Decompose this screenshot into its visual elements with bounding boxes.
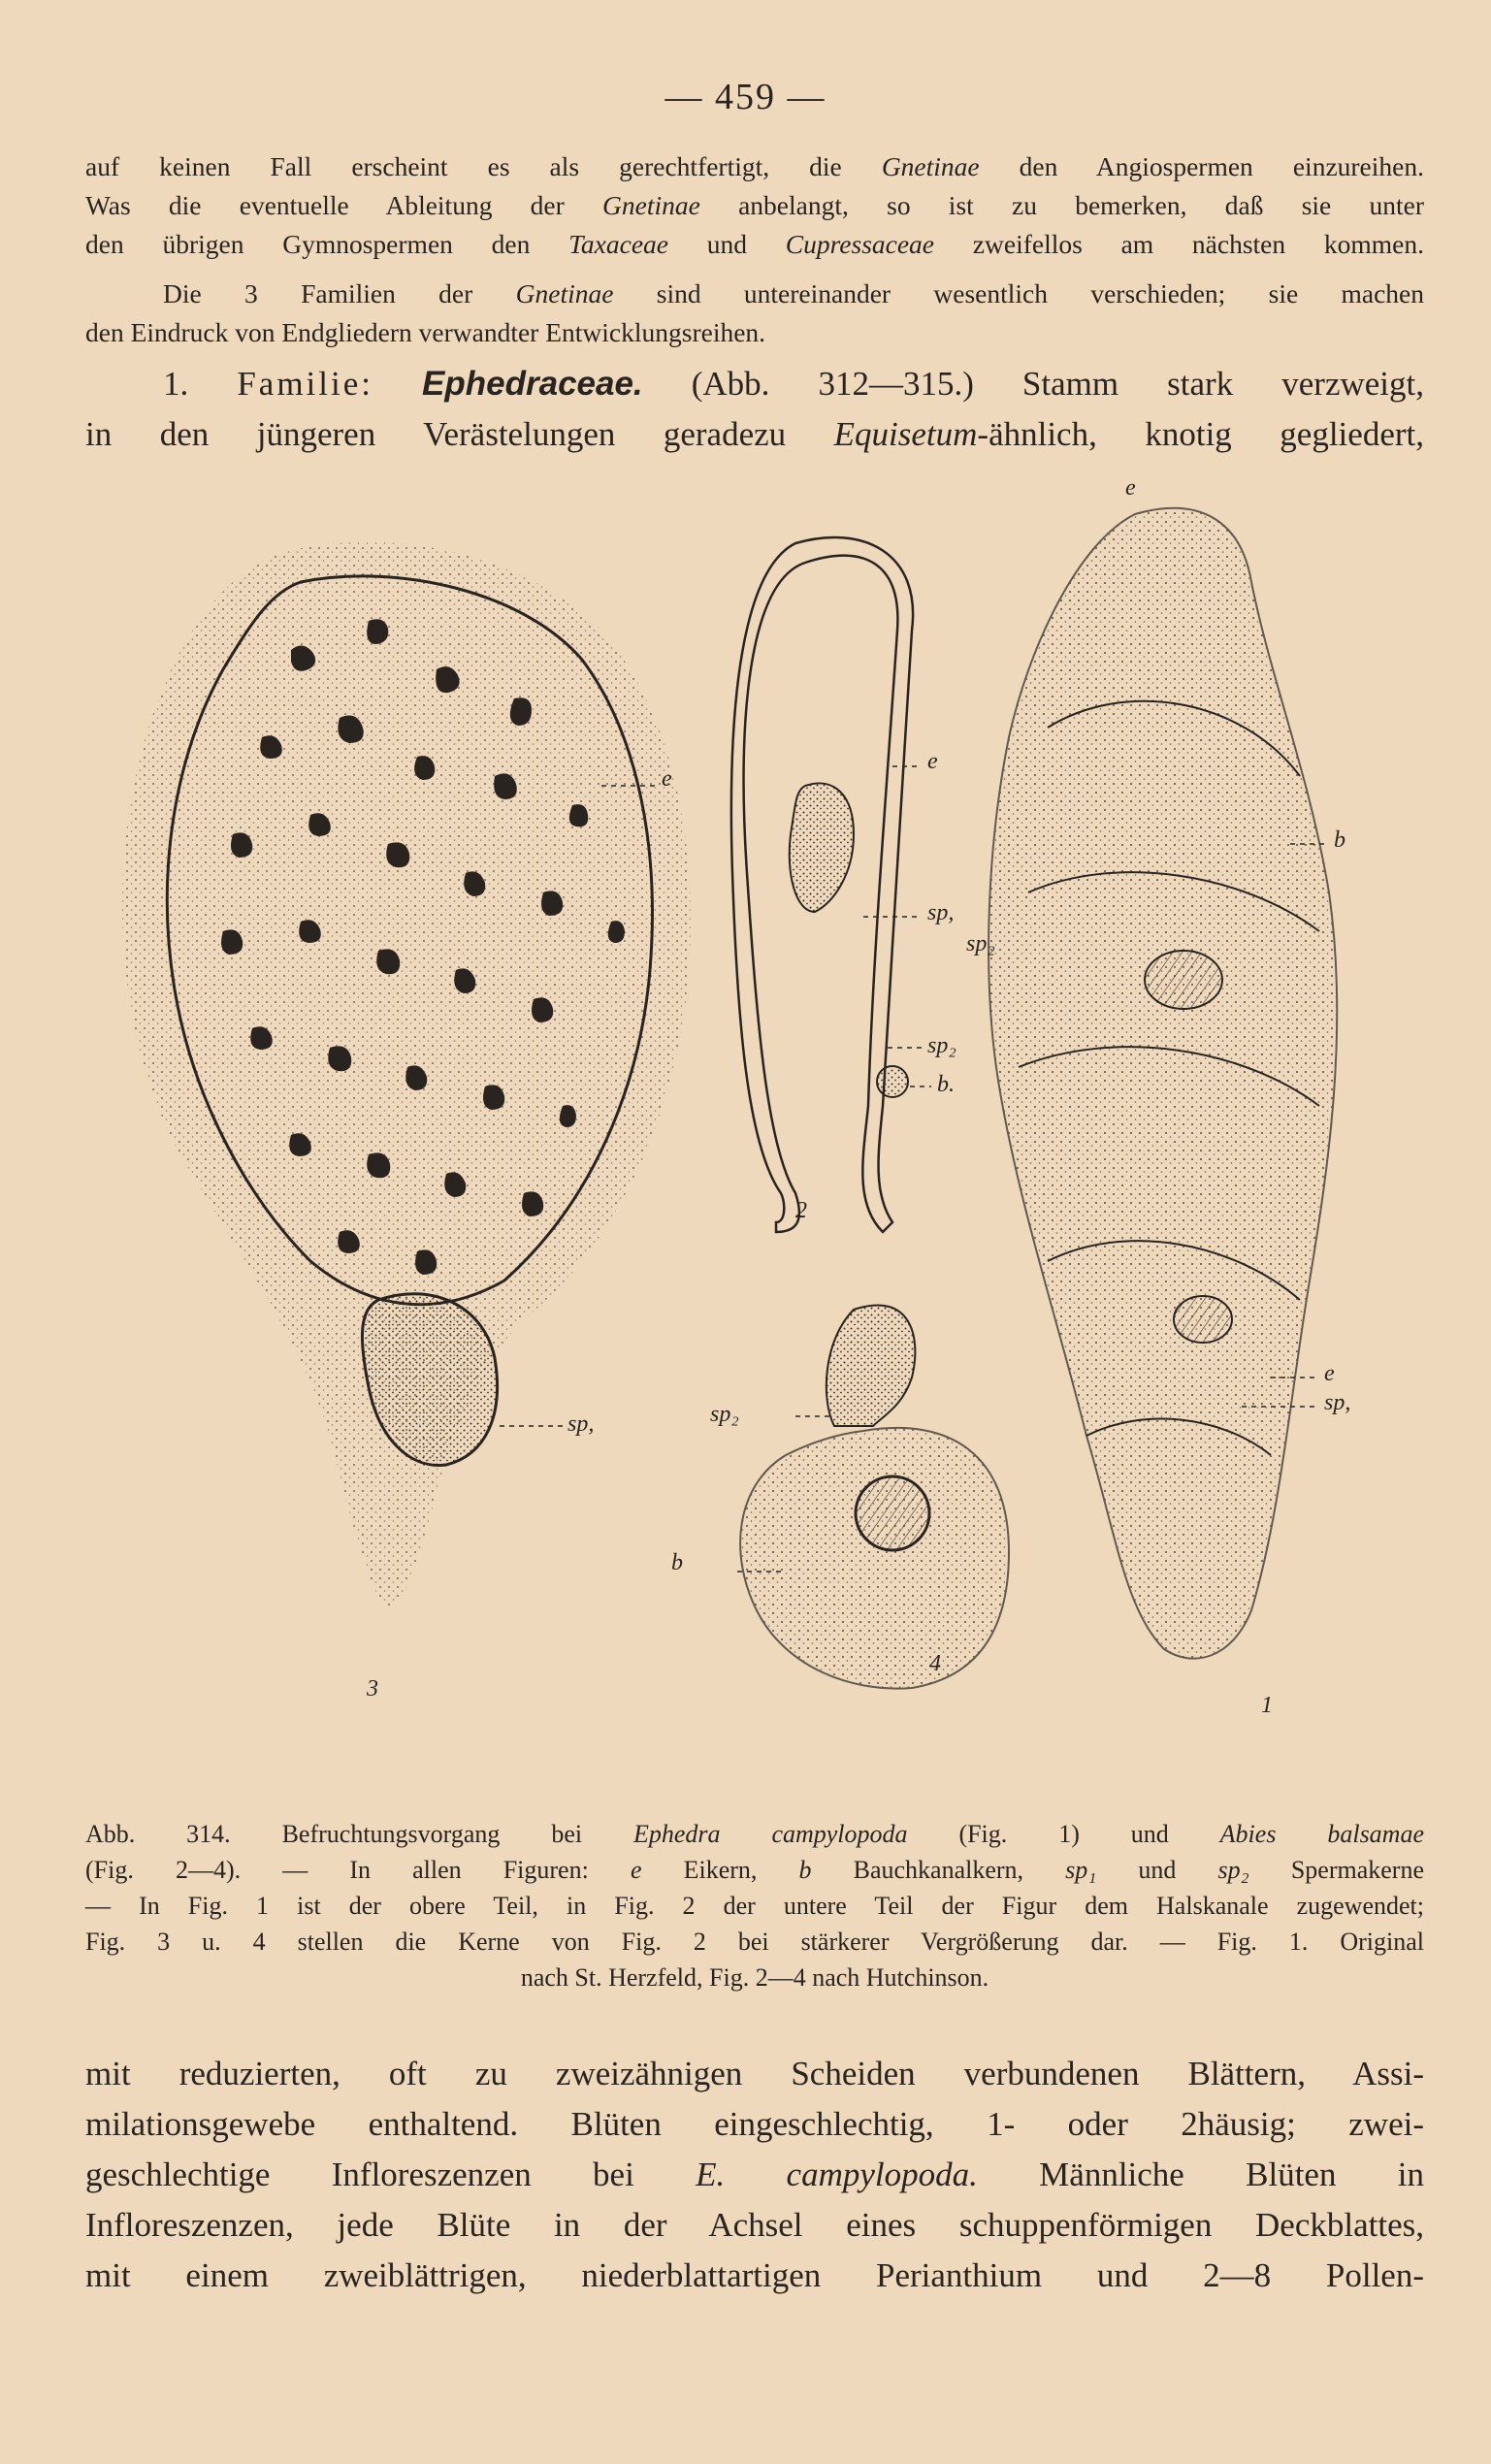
caption-line-4: Fig. 3 u. 4 stellen die Kerne von Fig. 2 bei stärkerer Vergrößerung dar. — Fig. 1. Original — [85, 1928, 1424, 1956]
symbol: e — [630, 1856, 642, 1884]
caption-line-2 — [85, 1852, 1424, 1888]
caption-line-1 — [85, 1816, 1424, 1852]
fig1-drawing — [989, 508, 1337, 1659]
figure-314 — [116, 475, 1378, 1824]
taxon: Cupressaceae — [785, 229, 935, 259]
intro-line-2 — [85, 186, 1424, 225]
family-label: Familie: — [237, 365, 373, 403]
fig4-drawing — [737, 1305, 1009, 1688]
text: Bauchkanalkern, — [811, 1856, 1066, 1884]
text: anbelangt, so ist zu bemerken, daß sie unter — [699, 190, 1424, 220]
fig1-label-e-top: e — [1125, 475, 1136, 501]
text: Männliche Blüten in — [977, 2156, 1424, 2193]
text: auf keinen Fall erscheint es als gerechtfertigt, die — [85, 151, 882, 181]
fig1-label-sp1: sp, — [1324, 1390, 1351, 1415]
taxon: Gnetinae — [515, 278, 614, 308]
body-line-4: Infloreszenzen, jede Blüte in der Achsel eines schuppenförmigen Deckblattes, — [85, 2206, 1424, 2244]
fig3-label-sp1: sp, — [567, 1411, 595, 1437]
family-heading-line-1 — [85, 359, 1424, 409]
text: geschlechtige Infloreszenzen bei — [85, 2156, 697, 2193]
symbol: b — [798, 1856, 812, 1884]
caption-line-5: nach St. Herzfeld, Fig. 2—4 nach Hutchinson. — [520, 1963, 989, 1992]
family-name: Ephedraceae. — [422, 365, 643, 403]
fig2-label-b: b. — [937, 1072, 955, 1097]
fig3-drawing — [122, 542, 691, 1610]
text: in den jüngeren Verästelungen geradezu — [85, 415, 834, 453]
text: (Fig. 1) und — [907, 1820, 1220, 1848]
taxon: E. campylopoda. — [696, 2156, 978, 2193]
taxon: Gnetinae — [602, 190, 700, 220]
fig1-number: 1 — [1261, 1693, 1273, 1718]
text: Spermakerne — [1248, 1856, 1424, 1884]
body-line-2: milationsgewebe enthaltend. Blüten eingeschlechtig, 1- oder 2häusig; zwei- — [85, 2105, 1424, 2143]
caption-line-3: — In Fig. 1 ist der obere Teil, in Fig. 2 der untere Teil der Figur dem Halskanale zugewendet; — [85, 1892, 1424, 1920]
page-number: — 459 — — [664, 77, 827, 117]
fig3-label-e: e — [662, 766, 672, 792]
fig2-number: 2 — [795, 1198, 807, 1223]
text: Was die eventuelle Ableitung der — [85, 190, 603, 220]
body-paragraph — [85, 2049, 1424, 2301]
fig2-label-e: e — [927, 749, 938, 774]
fig3-number: 3 — [367, 1676, 378, 1702]
text: Stamm stark verzweigt, — [973, 365, 1424, 403]
taxon: Equisetum — [833, 415, 978, 453]
taxon: Gnetinae — [881, 151, 980, 181]
fig4-label-b: b — [671, 1550, 683, 1575]
text: den übrigen Gymnospermen den — [85, 229, 569, 259]
intro-line-1 — [85, 147, 1424, 186]
figure-caption — [85, 1816, 1424, 1995]
taxon: Ephedra campylopoda — [633, 1820, 908, 1848]
text: Eikern, — [641, 1856, 799, 1884]
taxon: Taxaceae — [568, 229, 668, 259]
families-line-1 — [85, 275, 1424, 313]
fig4-label-sp2: sp₂ — [710, 1402, 739, 1427]
symbol: sp₁ — [1065, 1856, 1097, 1884]
figure-illustration — [116, 485, 1378, 1824]
text: Abb. 314. Befruchtungsvorgang bei — [85, 1820, 633, 1848]
text: (Fig. 2—4). — In allen Figuren: — [85, 1856, 631, 1884]
body-line-3 — [85, 2150, 1424, 2200]
fig2-drawing — [731, 537, 931, 1232]
figure-reference: (Abb. 312—315.) — [691, 365, 974, 403]
intro-line-3 — [85, 225, 1424, 264]
text: -ähnlich, knotig gegliedert, — [977, 415, 1424, 453]
fig1-label-b: b — [1334, 827, 1345, 853]
text: Die 3 Familien der — [163, 278, 516, 308]
text: sind untereinander wesentlich verschieden; sie machen — [613, 278, 1424, 308]
family-number: 1. — [163, 365, 189, 403]
text: und — [667, 229, 786, 259]
text: und — [1096, 1856, 1218, 1884]
fig2-label-sp2-lower: sp₂ — [927, 1033, 956, 1058]
fig2-label-sp1: sp, — [927, 900, 955, 925]
fig4-number: 4 — [929, 1651, 941, 1676]
family-heading-line-2 — [85, 409, 1424, 460]
families-line-2: den Eindruck von Endgliedern verwandter Entwicklungsreihen. — [85, 317, 766, 347]
symbol: sp₂ — [1217, 1856, 1249, 1884]
text: zweifellos am nächsten kommen. — [934, 229, 1425, 259]
fig2-label-sp2-upper: sp₂ — [966, 931, 995, 956]
fig1-label-e: e — [1324, 1361, 1335, 1386]
taxon: Abies balsamae — [1219, 1820, 1425, 1848]
body-line-5: mit einem zweiblättrigen, niederblattartigen Perianthium und 2—8 Pollen- — [85, 2256, 1424, 2294]
text: den Angiospermen einzureihen. — [979, 151, 1424, 181]
body-line-1: mit reduzierten, oft zu zweizähnigen Scheiden verbundenen Blättern, Assi- — [85, 2055, 1424, 2092]
